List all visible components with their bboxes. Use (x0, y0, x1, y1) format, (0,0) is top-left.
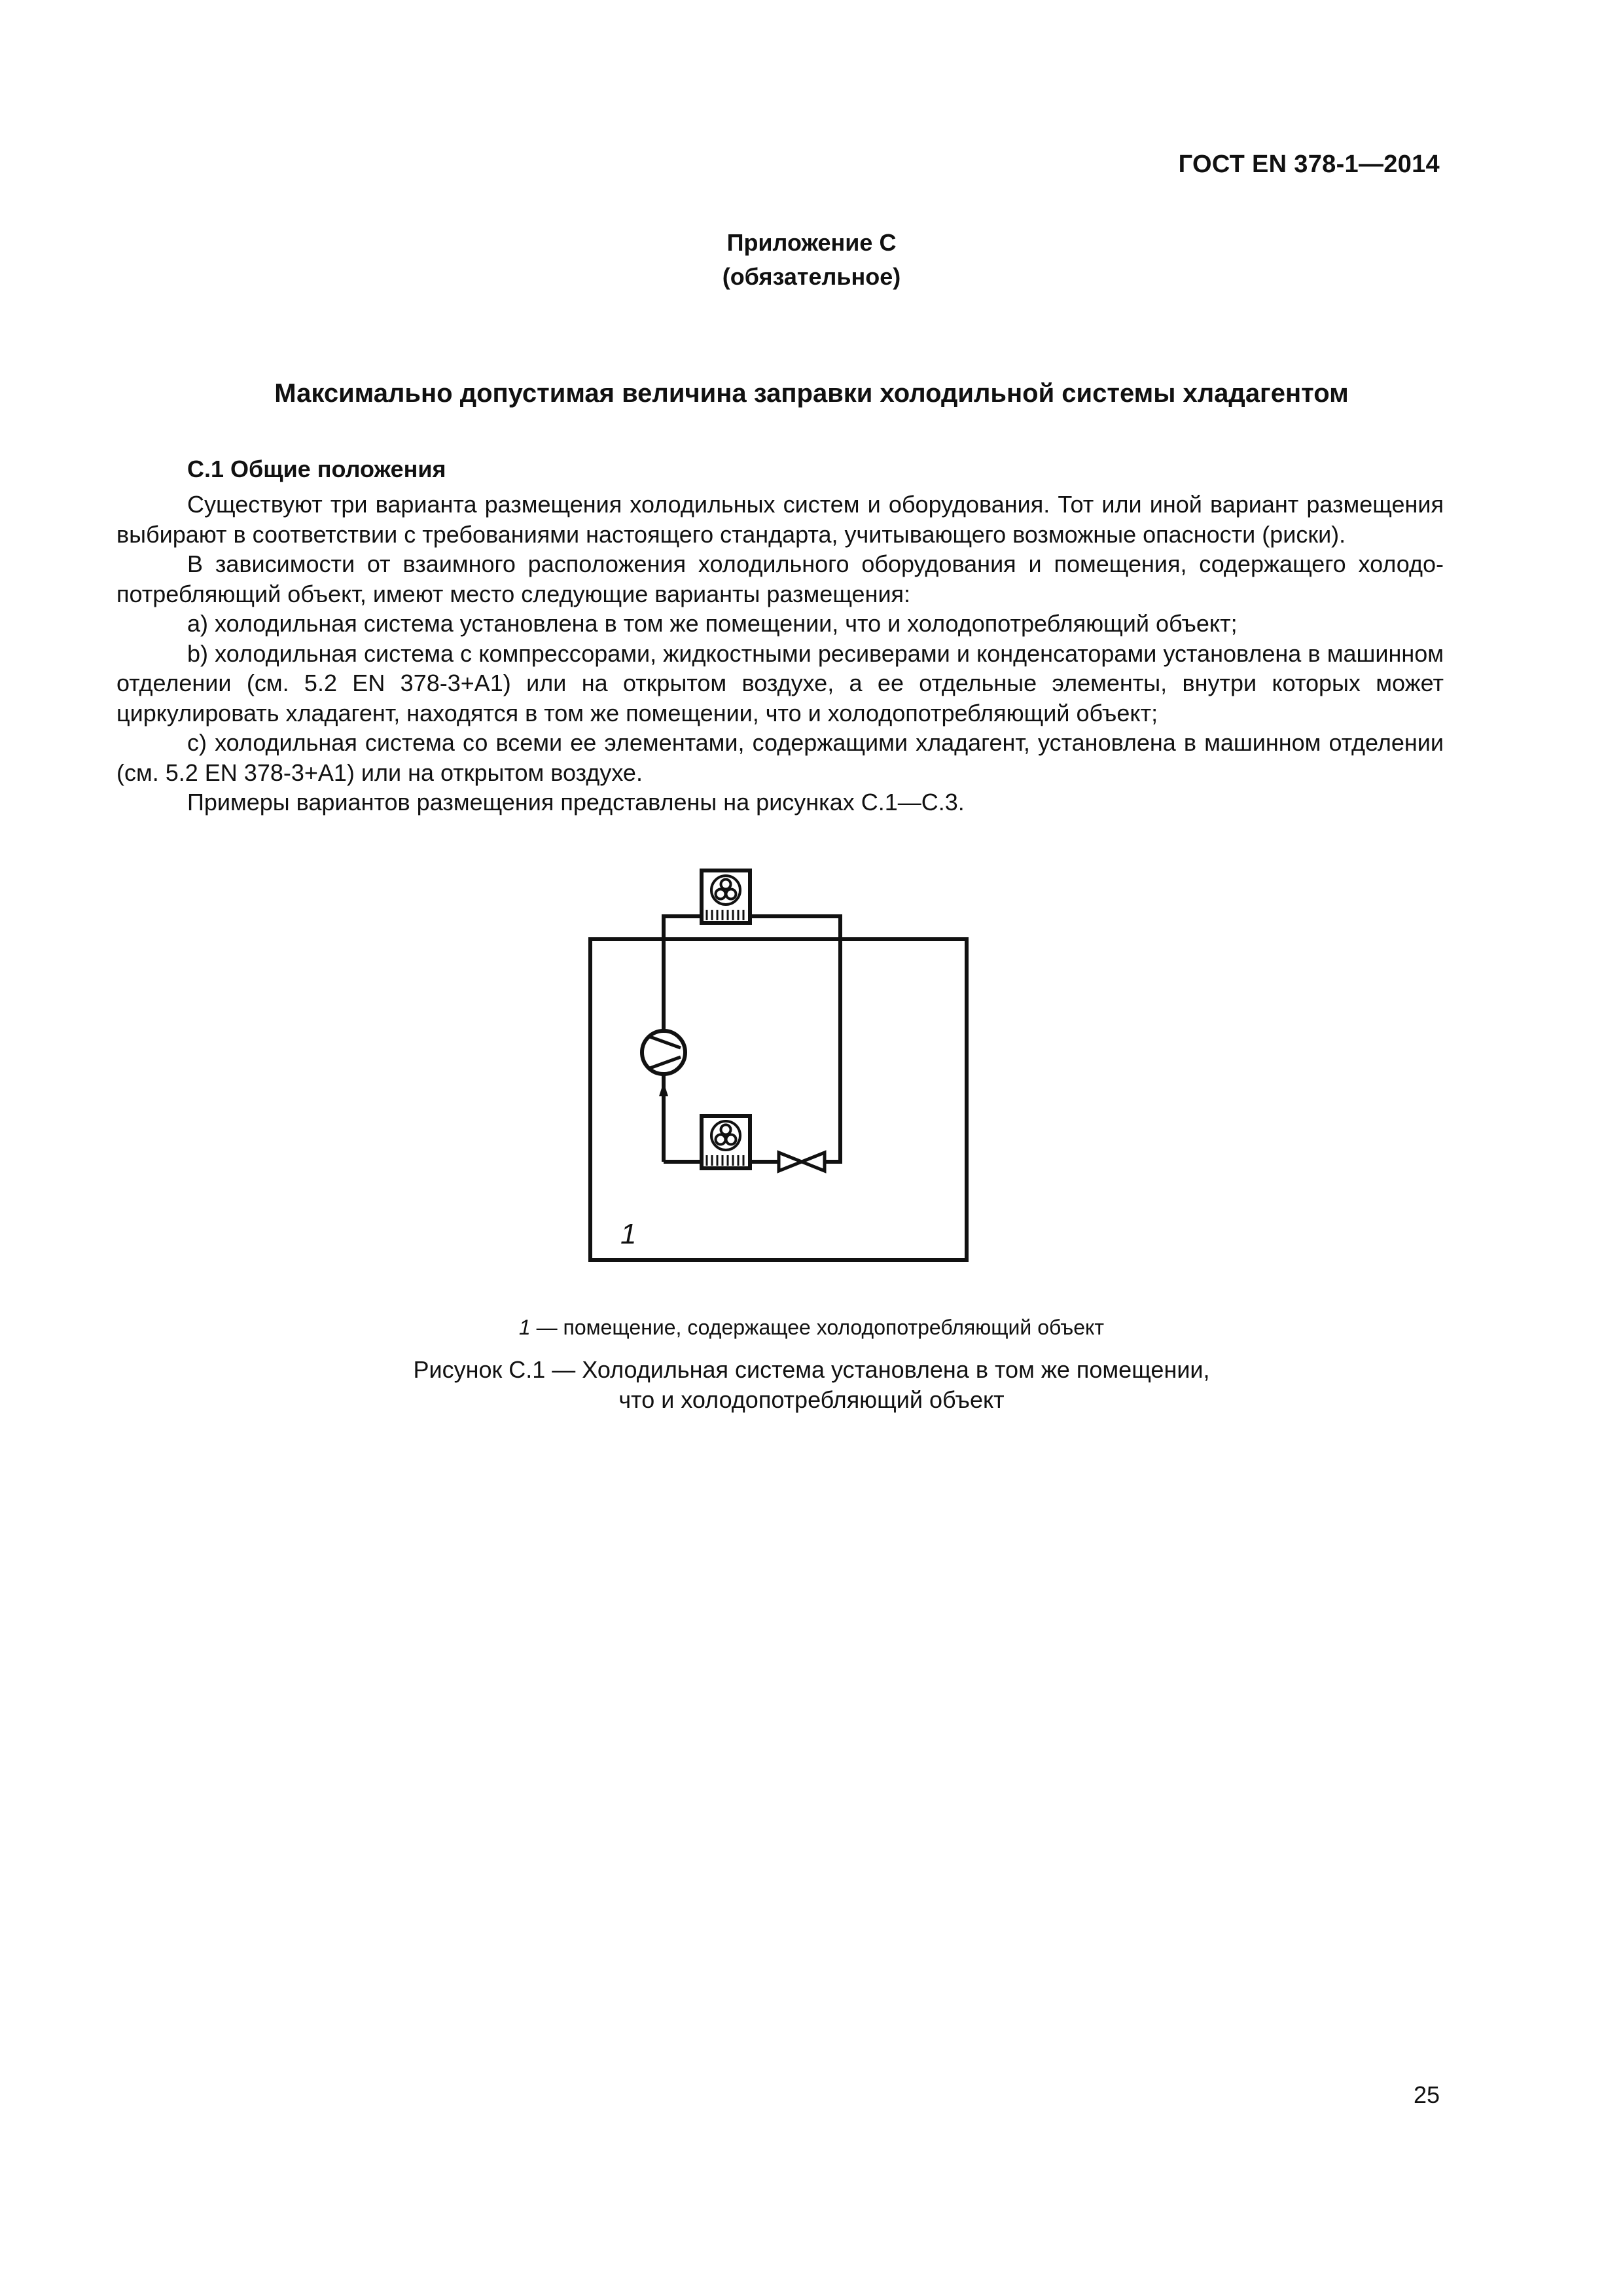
legend-text: — помещение, содержащее холодопотребляющий объект (530, 1316, 1105, 1339)
room-number-label: 1 (620, 1218, 637, 1250)
page-number: 25 (1413, 2081, 1440, 2108)
standard-number: ГОСТ EN 378-1—2014 (1178, 151, 1440, 178)
expansion-valve-symbol (779, 1153, 825, 1171)
annex-label-block (0, 226, 1623, 294)
evaporator-unit (702, 1116, 750, 1168)
annex-label: Приложение С (726, 229, 897, 256)
paragraph-variants-lead: В зависимости от взаимного расположения холодильного оборудования и помещения, содержащего холодопотребляющий объект, имеют место следующие варианты размещения: (116, 550, 1444, 607)
list-item-c: c) холодильная система со всеми ее элементами, содержащими хладагент, установлена в машинном отделении (см. 5.2 EN 378-3+A1) или на открытом воздухе. (116, 729, 1444, 786)
figure-caption-line-1: Рисунок С.1 — Холодильная система установлена в том же помещении, (413, 1356, 1210, 1383)
condenser-unit (702, 870, 750, 923)
figure-caption-line-2: что и холодопотребляющий объект (618, 1386, 1005, 1413)
annex-status: (обязательное) (722, 263, 901, 290)
annex-title: Максимально допустимая величина заправки холодильной системы хладагентом (274, 379, 1349, 408)
discharge-line (664, 916, 702, 1039)
flow-direction-arrow (659, 1082, 668, 1096)
room-outline (590, 939, 967, 1260)
list-item-b: b) холодильная система с компрессорами, жидкостными ресиверами и конденсаторами установлена в машинном отделении (см. 5.2 EN 378-3+A1) или на открытом воздухе, а ее отдельные элементы, внутри которых может циркулировать хладагент, находятся в том же помещении, что и холодопотребляющий объект; (116, 639, 1444, 726)
paragraph-intro: Существуют три варианта размещения холодильных систем и оборудования. Тот или иной вариант размещения выбирают в соответствии с требованиями настоящего стандарта, учитывающего возможные опасности (риски). (116, 491, 1444, 548)
compressor-symbol (642, 1031, 685, 1074)
section-body (116, 490, 1444, 817)
legend-number: 1 (518, 1316, 531, 1339)
figure-caption (0, 1355, 1623, 1415)
refrigeration-system-diagram (563, 848, 982, 1280)
section-heading: С.1 Общие положения (187, 456, 446, 482)
figure-legend (0, 1313, 1623, 1342)
paragraph-figures-reference: Примеры вариантов размещения представлены на рисунках С.1—С.3. (187, 789, 965, 816)
list-item-a: a) холодильная система установлена в том же помещении, что и холодопотребляющий объект; (187, 610, 1238, 637)
liquid-line (750, 916, 840, 1162)
